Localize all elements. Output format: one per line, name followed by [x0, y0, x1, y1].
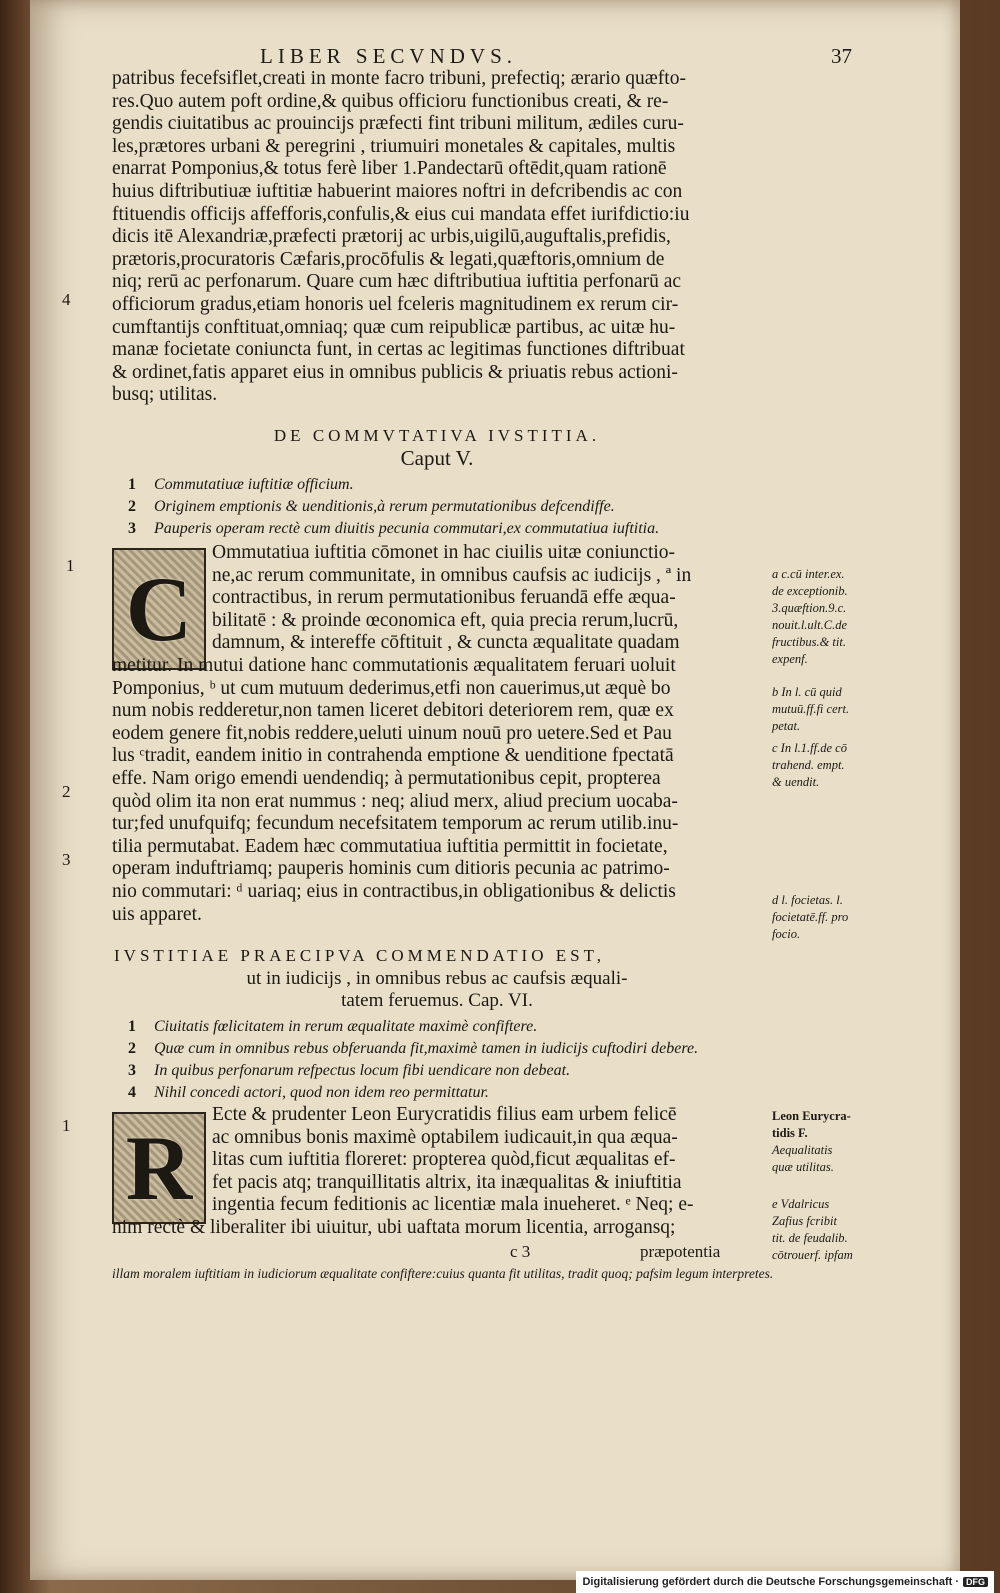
- summary-item: 3 In quibus perfonarum refpectus locum fibi uendicare non debeat.: [128, 1062, 571, 1079]
- text-line: ftituendis officijs affefforis,confulis,& eius cui mandata effet iurifdictio:iu: [112, 203, 690, 225]
- margin-number: 1: [62, 1116, 71, 1135]
- text-line: tur;fed unufquifq; fecundum necefsitatem temporum ac rerum utilib.inu-: [112, 813, 679, 835]
- text-line: res.Quo autem poft ordine,& quibus officioru functionibus creati, & re-: [112, 90, 669, 112]
- chapter-summary: [122, 1016, 762, 1104]
- book-page: [30, 0, 960, 1580]
- text-line: manæ focietate coniuncta funt, in certas ac legitimas functiones diftribuat: [112, 339, 685, 361]
- summary-item: 1 Ciuitatis fœlicitatem in rerum æqualitate maximè confiftere.: [128, 1018, 538, 1035]
- section1-body: [112, 655, 762, 926]
- text-line: effe. Nam origo emendi uendendiq; à permutationibus cepit, propterea: [112, 767, 661, 789]
- summary-item: 3 Pauperis operam rectè cum diuitis pecunia commutari,ex commutatiua iuftitia.: [128, 520, 660, 537]
- decorated-initial: [112, 548, 206, 670]
- text-line: fet pacis atq; tranquillitatis altrix, ita inæqualitas & iniuftitia: [212, 1171, 682, 1193]
- text-line: cumftantijs conftituat,omniaq; quæ cum reipublicæ partibus, ac uitæ hu-: [112, 316, 676, 338]
- section2-indented: [212, 1104, 762, 1217]
- digitization-credit: Digitalisierung gefördert durch die Deutsche Forschungsgemeinschaft · DFG: [576, 1571, 994, 1593]
- text-line: niq; rerū ac perfonarum. Quare cum hæc diftributiua iuftitia perfonarū ac: [112, 271, 682, 293]
- signature-mark: c 3: [510, 1242, 531, 1261]
- text-line: quòd olim ita non erat nummus : neq; aliud merx, aliud precium uocaba-: [112, 790, 678, 812]
- text-line: patribus fecefsiflet,creati in monte facro tribuni, prefectiq; ærario quæfto-: [112, 68, 686, 89]
- sidenote-a: a c.cū inter.ex. de exceptionib. 3.quæftion.9.c. nouit.l.ult.C.de fructibus.& tit. expenf.: [772, 567, 848, 666]
- text-line: Ecte & prudenter Leon Eurycratidis filius eam urbem felicē: [212, 1104, 677, 1125]
- text-line: officiorum gradus,etiam honoris uel fceleris magnitudinem ex rerum cir-: [112, 293, 679, 315]
- margin-number: 1: [66, 556, 75, 575]
- text-line: operam induftriamq; pauperis hominis cum ditioris pecunia ac patrimo-: [112, 858, 670, 880]
- text-line: dicis itē Alexandriæ,præfecti prætorij ac urbis,uigilū,auguftalis,prefidis,: [112, 226, 671, 248]
- sidenote-c: c In l.1.ff.de cō trahend. empt. & uendit.: [772, 741, 847, 789]
- text-line: prætoris,procuratoris Cæfaris,procōfulis & legati,quæftoris,omnium de: [112, 248, 665, 270]
- text-line: metitur. In mutui datione hanc commutationis æqualitatem feruari uoluit: [112, 655, 676, 676]
- text-line: enarrat Pomponius,& totus ferè liber 1.Pandectarū oftēdit,quam rationē: [112, 158, 667, 180]
- text-line: bilitatē : & proinde œconomica eft, quia precia rerum,lucrū,: [212, 609, 679, 631]
- footnote: illam moralem iuftitiam in iudiciorum æqualitate confiftere:cuius quanta fit utilitas, tradit quoq; pafsim legum interpretes.: [112, 1266, 774, 1281]
- section2-body: [112, 1217, 762, 1240]
- initial-letter: C: [125, 558, 193, 660]
- text-line: num nobis redderetur,non tamen liceret debitori deteriorem rem, quæ ex: [112, 700, 674, 722]
- text-line: ac omnibus bonis maximè optabilem iudicauit,in qua æqua-: [212, 1126, 678, 1148]
- summary-item: 2 Quæ cum in omnibus rebus obferuanda fit,maximè tamen in iudicijs cuftodiri debere.: [128, 1040, 699, 1057]
- section1-indented: [212, 542, 762, 655]
- sidenote-b: b In l. cū quid mutuū.ff.fi cert. petat.: [772, 685, 850, 733]
- text-line: les,prætores urbani & peregrini , triumuiri monetales & capitales, multis: [112, 135, 676, 157]
- text-line: Pomponius, ᵇ ut cum mutuum dederimus,etfi non cauerimus,ut æquè bo: [112, 677, 671, 699]
- text-line: busq; utilitas.: [112, 384, 218, 406]
- text-line: litas cum iuftitia floreret: propterea quòd,ficut æqualitas ef-: [212, 1149, 676, 1171]
- section-heading-line: ut in iudicijs , in omnibus rebus ac caufsis æquali-: [246, 968, 628, 989]
- text-line: contractibus, in rerum permutationibus feruandā effe æqua-: [212, 587, 676, 609]
- chapter-label: tatem feruemus. Cap. VI.: [341, 990, 533, 1011]
- text-line: & ordinet,fatis apparet eius in omnibus publicis & priuatis rebus actioni-: [112, 361, 678, 383]
- sidenote-leon: Leon Eurycra- tidis F. Aequalitatis quæ utilitas.: [772, 1109, 851, 1174]
- summary-item: 2 Originem emptionis & uenditionis,à rerum permutationibus defcendiffe.: [128, 498, 615, 515]
- text-line: gendis ciuitatibus ac prouincijs præfecti fint tribuni militum, ædiles curu-: [112, 113, 684, 135]
- sidenote-e: e Vdalricus Zafius fcribit tit. de feudalib. cōtrouerf. ipfam: [772, 1197, 853, 1262]
- initial-letter: R: [125, 1117, 193, 1219]
- summary-item: 1 Commutatiuæ iuftitiæ officium.: [128, 476, 354, 493]
- summary-item: 4 Nihil concedi actori, quod non idem reo permittatur.: [128, 1084, 489, 1101]
- text-line: Ommutatiua iuftitia cōmonet in hac ciuilis uitæ coniunctio-: [212, 542, 676, 563]
- sidenote-d: d l. focietas. l. focietatē.ff. pro focio.: [772, 893, 849, 941]
- running-title: LIBER SECVNDVS.: [260, 44, 518, 68]
- section-heading: DE COMMVTATIVA IVSTITIA.: [273, 426, 601, 445]
- catchword: præpotentia: [640, 1242, 721, 1261]
- text-line: tilia permutabat. Eadem hæc commutatiua iuftitia permittit in focietate,: [112, 835, 668, 857]
- text-line: ingentia fecum feditionis ac licentiæ mala inueheret. ᵉ Neq; e-: [212, 1194, 694, 1216]
- section-heading: IVSTITIAE PRAECIPVA COMMENDATIO EST,: [114, 946, 605, 965]
- dfg-logo-icon: DFG: [963, 1577, 988, 1587]
- text-line: eodem genere fit,nobis reddere,ueluti uinum nouū pro uetere.Sed et Pau: [112, 722, 672, 744]
- text-line: lus ᶜtradit, eandem initio in contrahenda emptione & uenditione fpectatā: [112, 745, 674, 767]
- margin-number: 4: [62, 290, 71, 309]
- margin-number: 2: [62, 782, 71, 801]
- intro-paragraph: [112, 68, 762, 407]
- margin-number: 3: [62, 850, 71, 869]
- text-line: ne,ac rerum communitate, in omnibus caufsis ac iudicijs , ª in: [212, 564, 692, 586]
- text-line: nio commutari: ᵈ uariaq; eius in contractibus,in obligationibus & delictis: [112, 880, 676, 902]
- text-line: nim rectè & liberaliter ibi uiuitur, ubi uaftata morum licentia, arrogansq;: [112, 1217, 676, 1238]
- text-line: huius diftributiuæ iuftitiæ habuerint maiores noftri in defcribendis ac con: [112, 180, 683, 202]
- chapter-summary: [122, 474, 762, 540]
- text-line: damnum, & intereffe cōftituit , & cuncta æqualitate quadam: [212, 632, 680, 654]
- page-number: 37: [831, 44, 852, 68]
- chapter-label: Caput V.: [400, 446, 474, 470]
- decorated-initial: [112, 1112, 206, 1224]
- text-line: uis apparet.: [112, 903, 202, 925]
